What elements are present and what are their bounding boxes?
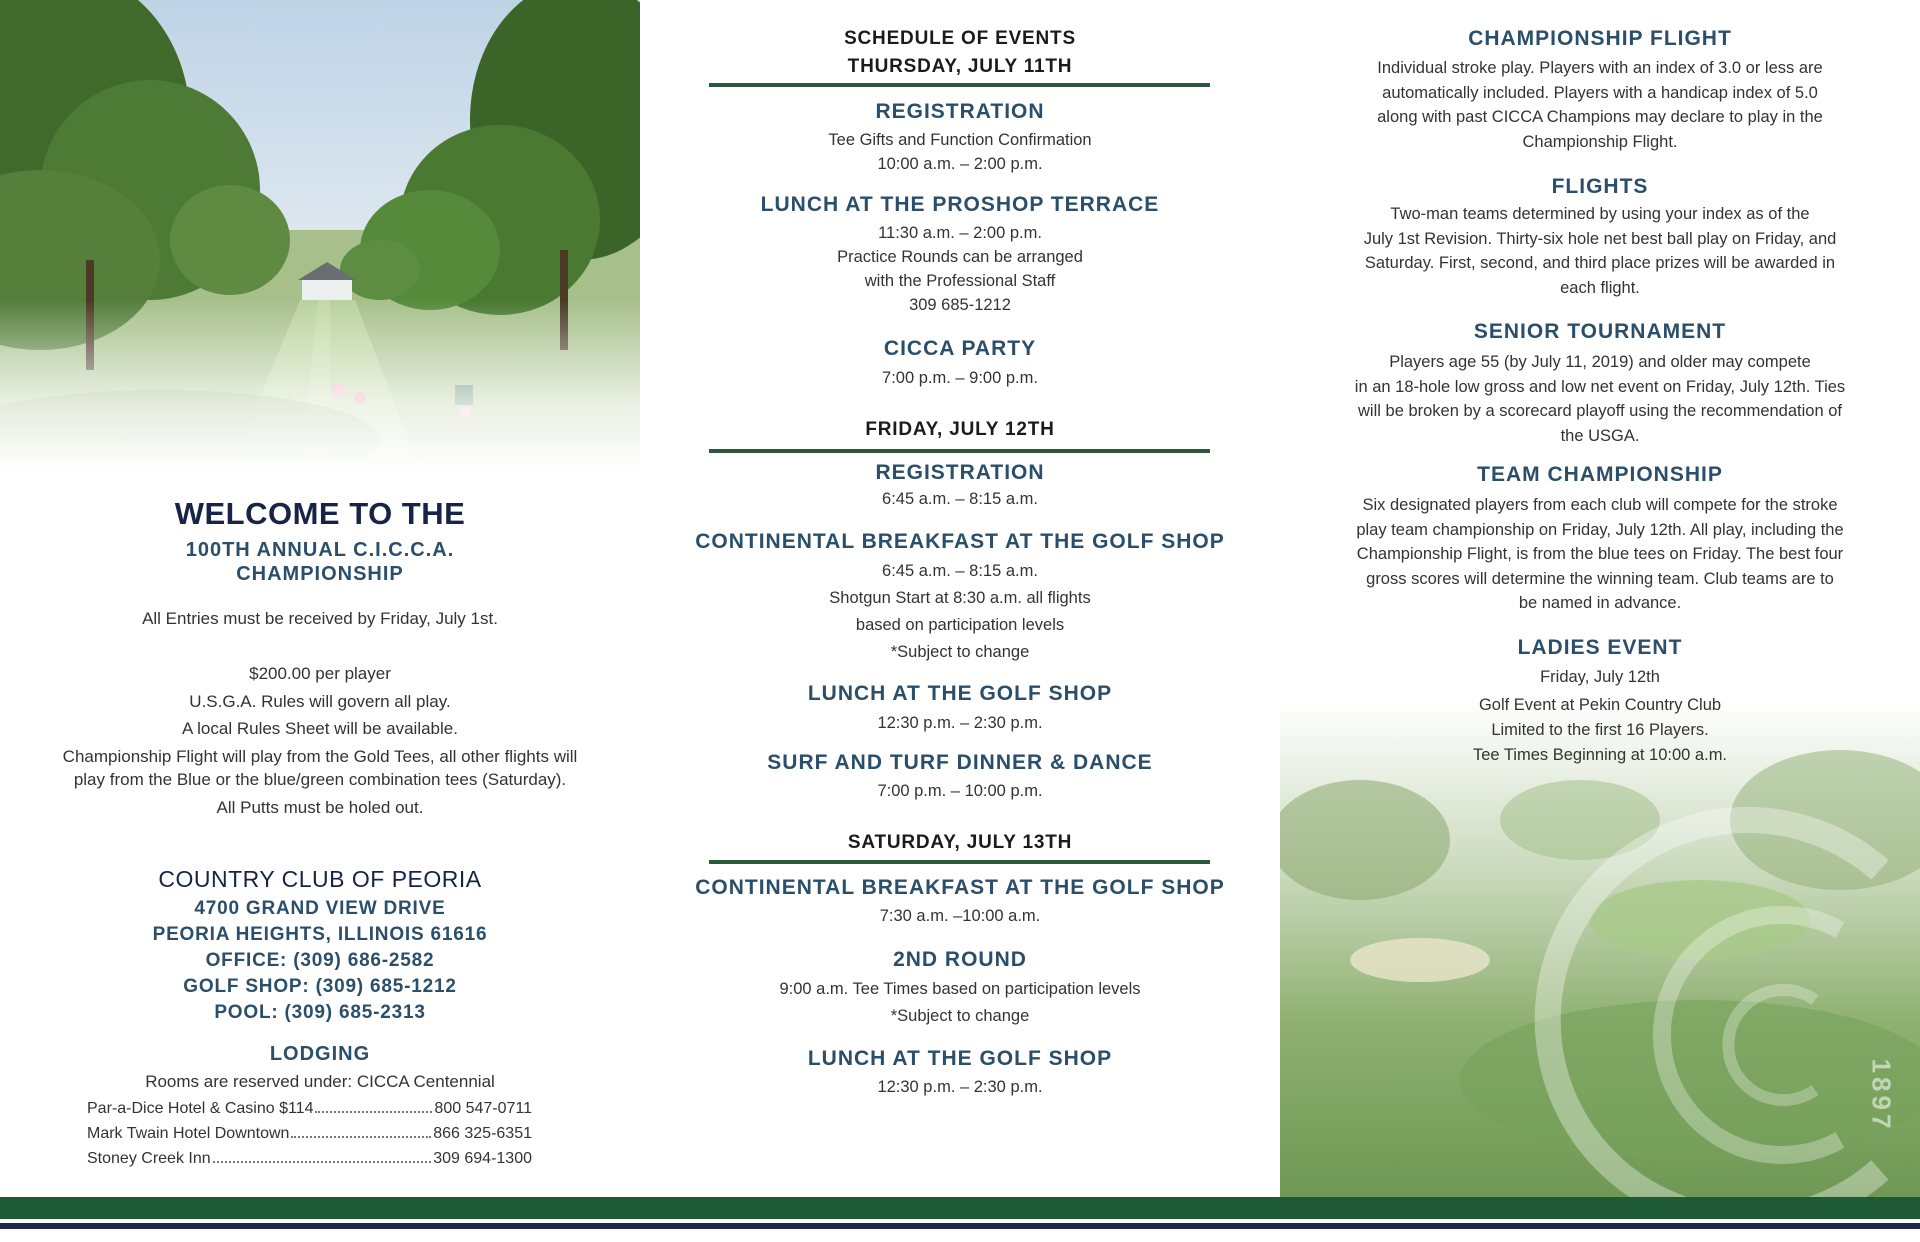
event-title: SURF AND TURF DINNER & DANCE: [767, 751, 1153, 774]
putts-rule: All Putts must be holed out.: [216, 797, 424, 817]
event-line: 12:30 p.m. – 2:30 p.m.: [877, 1078, 1043, 1096]
day-heading-friday: FRIDAY, JULY 12TH: [865, 419, 1055, 440]
event-line: 10:00 a.m. – 2:00 p.m.: [877, 155, 1043, 173]
event-title: REGISTRATION: [875, 461, 1045, 484]
event-line: with the Professional Staff: [864, 272, 1056, 290]
event-line: 12:30 p.m. – 2:30 p.m.: [877, 714, 1043, 732]
lodging-reserved-under: Rooms are reserved under: CICCA Centennial: [145, 1072, 495, 1091]
event-title: CONTINENTAL BREAKFAST AT THE GOLF SHOP: [695, 530, 1225, 553]
text-line: along with past CICCA Champions may declare to play in the: [1377, 108, 1823, 126]
golf-green-photo: [1280, 700, 1920, 1197]
text-line: Saturday. First, second, and third place prizes will be awarded in: [1364, 254, 1836, 272]
section-text-ladies-event: [1280, 665, 1920, 768]
text-line: Friday, July 12th: [1540, 668, 1660, 686]
lodging-title: LODGING: [269, 1043, 371, 1065]
club-contact: [0, 896, 640, 1026]
section-title-championship-flight: CHAMPIONSHIP FLIGHT: [1468, 27, 1732, 50]
event-title: LUNCH AT THE PROSHOP TERRACE: [760, 193, 1160, 216]
logo-year-text: 1897: [1866, 1058, 1897, 1133]
event-details: [640, 904, 1280, 928]
rule-item: $200.00 per player: [249, 664, 391, 683]
hotel-list: [87, 1100, 532, 1175]
day-divider: [709, 83, 1210, 87]
day-heading-thursday: THURSDAY, JULY 11TH: [847, 56, 1073, 77]
section-text-championship-flight: [1322, 56, 1878, 154]
text-line: Limited to the first 16 Players.: [1491, 721, 1709, 739]
day-heading-saturday: SATURDAY, JULY 13TH: [847, 832, 1073, 853]
event-title: CONTINENTAL BREAKFAST AT THE GOLF SHOP: [695, 876, 1225, 899]
entries-deadline: All Entries must be received by Friday, July 1st.: [142, 609, 498, 628]
text-line: automatically included. Players with a handicap index of 5.0: [1382, 83, 1818, 102]
event-line: Practice Rounds can be arranged: [837, 248, 1083, 266]
section-title-senior-tournament: SENIOR TOURNAMENT: [1473, 320, 1727, 343]
day-divider: [709, 860, 1210, 864]
hotel-name: Mark Twain Hotel Downtown: [87, 1125, 290, 1142]
event-details: [640, 1075, 1280, 1099]
event-line: 309 685-1212: [909, 296, 1011, 314]
section-title-flights: FLIGHTS: [1551, 175, 1649, 198]
event-details: [640, 221, 1280, 317]
hotel-phone: 309 694-1300: [433, 1150, 532, 1167]
event-details: [640, 487, 1280, 511]
club-address-street: 4700 GRAND VIEW DRIVE: [194, 898, 446, 919]
text-line: Two-man teams determined by using your index as of the: [1390, 205, 1810, 223]
tees-rule: [30, 745, 610, 791]
event-title: LUNCH AT THE GOLF SHOP: [807, 1047, 1113, 1070]
section-title-team-championship: TEAM CHAMPIONSHIP: [1477, 463, 1723, 486]
event-line: based on participation levels: [855, 616, 1065, 634]
event-line: 11:30 a.m. – 2:00 p.m.: [878, 224, 1042, 242]
event-details: [640, 558, 1280, 666]
event-line: *Subject to change: [890, 1007, 1030, 1025]
section-text-senior-tournament: [1322, 350, 1878, 448]
text-line: will be broken by a scorecard playoff using the recommendation of: [1358, 402, 1842, 420]
club-address-city: PEORIA HEIGHTS, ILLINOIS 61616: [152, 924, 488, 945]
text-line: the USGA.: [1560, 426, 1640, 445]
hotel-phone: 866 325-6351: [433, 1125, 532, 1142]
green-landscape-image: [1280, 700, 1920, 1197]
section-text-flights: [1322, 202, 1878, 300]
welcome-title: WELCOME TO THE: [174, 496, 466, 531]
event-line: 7:00 p.m. – 10:00 p.m.: [877, 782, 1043, 800]
event-title: 2ND ROUND: [893, 948, 1027, 971]
leader-dots: [315, 1111, 432, 1113]
championship-subtitle: [0, 538, 640, 586]
text-line: in an 18-hole low gross and low net event on Friday, July 12th. Ties: [1354, 377, 1846, 396]
text-line: Players age 55 (by July 11, 2019) and older may compete: [1389, 353, 1811, 371]
club-pool-phone: POOL: (309) 685-2313: [214, 1002, 426, 1023]
welcome-panel: [0, 0, 640, 1197]
section-text-team-championship: [1322, 493, 1878, 616]
text-line: play team championship on Friday, July 12th. All play, including the: [1356, 520, 1844, 539]
schedule-heading: SCHEDULE OF EVENTS: [844, 28, 1076, 49]
event-line: 6:45 a.m. – 8:15 a.m.: [882, 562, 1038, 580]
text-line: Individual stroke play. Players with an index of 3.0 or less are: [1377, 59, 1823, 77]
footer-stripe-green: [0, 1197, 1920, 1219]
hotel-name: Par-a-Dice Hotel & Casino $114: [87, 1100, 314, 1117]
event-line: 7:00 p.m. – 9:00 p.m.: [882, 369, 1038, 387]
event-line: 7:30 a.m. –10:00 a.m.: [879, 907, 1041, 925]
text-line: Championship Flight.: [1522, 132, 1678, 151]
event-details: [640, 976, 1280, 1030]
text-line: Tee Times Beginning at 10:00 a.m.: [1472, 746, 1728, 764]
text-line: July 1st Revision. Thirty-six hole net best ball play on Friday, and: [1363, 229, 1837, 248]
event-line: Tee Gifts and Function Confirmation: [828, 131, 1092, 149]
hotel-row: [87, 1125, 532, 1150]
text-line: gross scores will determine the winning team. Club teams are to: [1366, 569, 1834, 588]
schedule-panel: [640, 0, 1280, 1197]
club-golf-shop-phone: GOLF SHOP: (309) 685-1212: [183, 976, 457, 997]
text-line: Golf Event at Pekin Country Club: [1478, 696, 1722, 714]
event-line: Shotgun Start at 8:30 a.m. all flights: [829, 589, 1091, 607]
subtitle-line: CHAMPIONSHIP: [236, 563, 404, 585]
hotel-row: [87, 1150, 532, 1175]
tees-line: play from the Blue or the blue/green combination tees (Saturday).: [73, 769, 567, 789]
hotel-phone: 800 547-0711: [434, 1100, 532, 1117]
hotel-row: [87, 1100, 532, 1125]
event-details: [640, 366, 1280, 390]
event-title: LUNCH AT THE GOLF SHOP: [807, 682, 1113, 705]
tees-line: Championship Flight will play from the Gold Tees, all other flights will: [62, 746, 578, 766]
text-line: Championship Flight, is from the blue tees on Friday. The best four: [1356, 545, 1844, 563]
club-office-phone: OFFICE: (309) 686-2582: [205, 950, 435, 971]
event-title: REGISTRATION: [875, 100, 1045, 123]
text-line: Six designated players from each club will compete for the stroke: [1362, 496, 1838, 514]
club-name: COUNTRY CLUB OF PEORIA: [158, 866, 482, 892]
text-line: be named in advance.: [1518, 594, 1682, 612]
leader-dots: [291, 1136, 431, 1138]
photo-fade-overlay: [0, 300, 640, 470]
event-details: [640, 128, 1280, 176]
section-title-ladies-event: LADIES EVENT: [1517, 636, 1683, 659]
event-line: *Subject to change: [890, 643, 1030, 661]
event-title: CICCA PARTY: [883, 337, 1037, 360]
event-details: [640, 711, 1280, 735]
event-details: [640, 779, 1280, 803]
event-line: 9:00 a.m. Tee Times based on participation levels: [779, 980, 1141, 998]
text-line: each flight.: [1560, 278, 1640, 297]
event-line: 6:45 a.m. – 8:15 a.m.: [882, 490, 1038, 508]
rule-item: A local Rules Sheet will be available.: [182, 719, 458, 738]
leader-dots: [213, 1161, 432, 1163]
rules-list: [30, 660, 610, 821]
rule-item: U.S.G.A. Rules will govern all play.: [189, 691, 451, 711]
info-panel: [1280, 0, 1920, 1197]
subtitle-line: 100TH ANNUAL C.I.C.C.A.: [185, 539, 455, 561]
golf-course-photo: [0, 0, 640, 470]
footer-stripe-white: [0, 1229, 1920, 1242]
day-divider: [709, 449, 1210, 453]
hotel-name: Stoney Creek Inn: [87, 1150, 211, 1167]
